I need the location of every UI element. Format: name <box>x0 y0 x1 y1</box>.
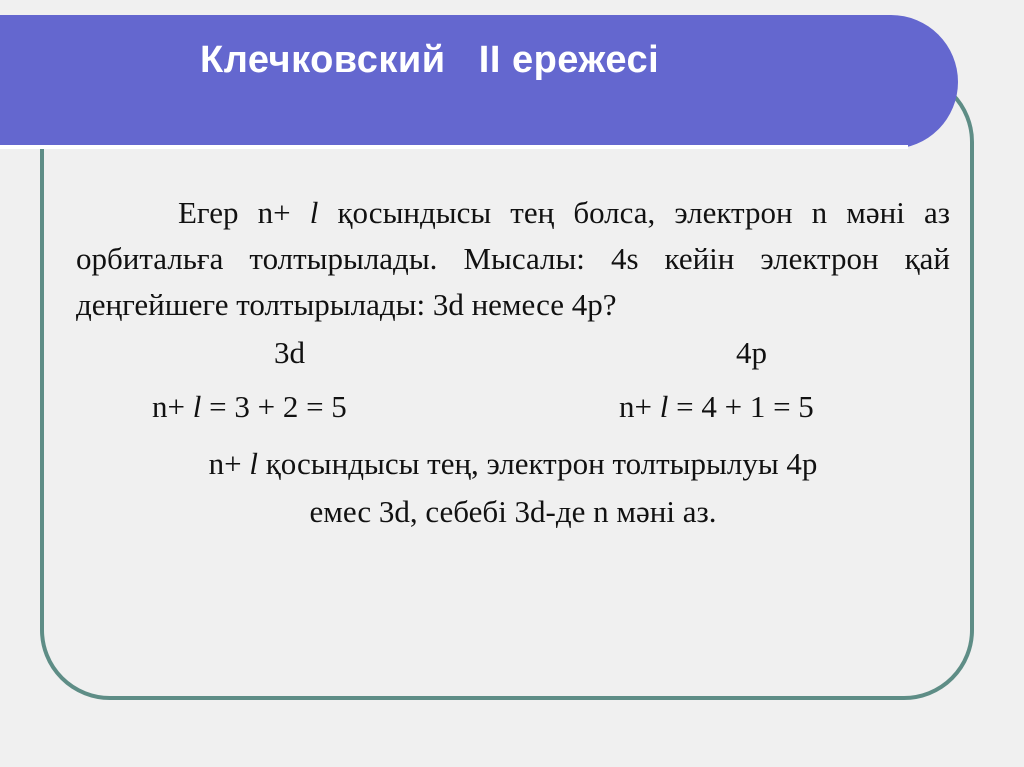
label-3d: 3d <box>274 335 305 370</box>
slide-title: Клечковский II ережесі <box>200 39 660 81</box>
labels-row <box>76 330 950 384</box>
conclusion-start: n+ <box>208 446 250 481</box>
equation-3d-prefix: n+ <box>152 389 193 424</box>
paragraph-text-start: Егер n+ <box>178 195 310 230</box>
equation-4p-prefix: n+ <box>619 389 660 424</box>
equation-4p-l: l <box>659 389 669 424</box>
paragraph-l-symbol: l <box>309 195 319 230</box>
title-underline <box>0 145 908 149</box>
label-4p: 4p <box>736 335 767 370</box>
equation-4p <box>619 384 814 430</box>
paragraph-text-rest: қосындысы тең болса, электрон n мәні аз орбитальға толтырылады. Мысалы: 4s кейін электрон қай деңгейшеге толтырылады: 3d немесе 4p? <box>76 195 950 322</box>
equation-4p-suffix: = 4 + 1 = 5 <box>668 389 814 424</box>
rule-paragraph <box>76 190 950 328</box>
equation-3d <box>152 384 347 430</box>
conclusion-l-symbol: l <box>249 446 258 481</box>
slide-content <box>76 190 950 536</box>
equation-3d-suffix: = 3 + 2 = 5 <box>201 389 347 424</box>
conclusion-line2: емес 3d, себебі 3d-де n мәні аз. <box>309 494 717 529</box>
equation-3d-l: l <box>192 389 202 424</box>
conclusion-line1-rest: қосындысы тең, электрон толтырылуы 4p <box>257 446 818 481</box>
conclusion <box>76 440 950 536</box>
title-banner <box>0 15 958 149</box>
equations-row <box>76 384 950 438</box>
